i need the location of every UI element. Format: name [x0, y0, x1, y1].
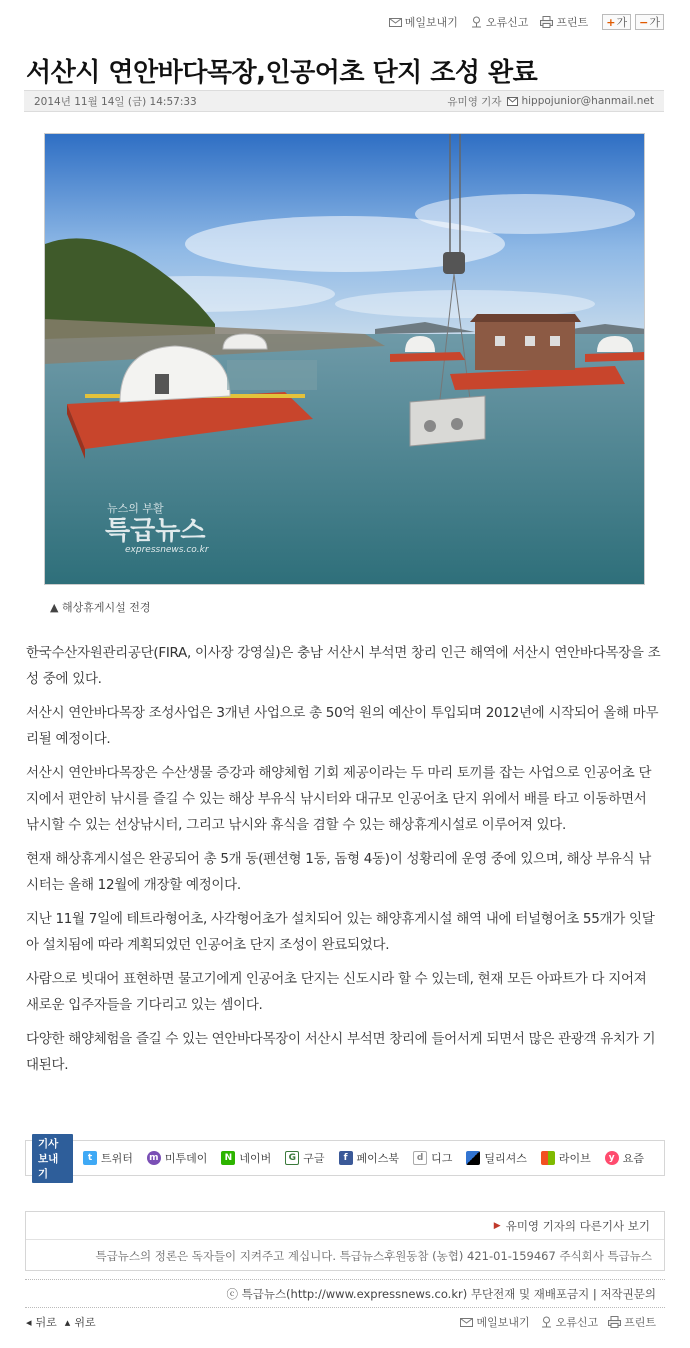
- print-icon: [608, 1316, 621, 1328]
- watermark-logo: 특급뉴스: [105, 516, 206, 546]
- back-label: 뒤로: [35, 1316, 57, 1329]
- other-articles-label: 유미영 기자의 다른기사 보기: [505, 1218, 650, 1233]
- font-smaller-label: 가: [649, 16, 660, 29]
- arrow-right-icon: ▶: [493, 1220, 501, 1231]
- article-paragraph: 서산시 연안바다목장 조성사업은 3개년 사업으로 총 50억 원의 예산이 투입되며 2012년에 시작되어 올해 마무리될 예정이다.: [26, 705, 659, 747]
- share-label: 기사 보내기: [32, 1134, 73, 1183]
- font-larger-label: 가: [616, 16, 628, 29]
- email-icon: [460, 1317, 473, 1328]
- article-meta: [24, 90, 664, 112]
- twitter-icon: t: [83, 1151, 97, 1165]
- share-item-label: 구글: [303, 1152, 325, 1165]
- share-digg[interactable]: [413, 1150, 452, 1166]
- reporter-email[interactable]: hippojunior@hanmail.net: [521, 95, 654, 107]
- share-item-label: 요즘: [622, 1152, 644, 1165]
- share-bar: [25, 1137, 665, 1180]
- live-icon: [541, 1151, 555, 1165]
- divider: [25, 1279, 665, 1280]
- bottom-tools: [450, 1314, 656, 1330]
- article-datetime: 2014년 11월 14일 (금) 14:57:33: [34, 95, 197, 108]
- email-label: 메일보내기: [476, 1316, 530, 1329]
- article-paragraph: 다양한 해양체험을 즐길 수 있는 연안바다목장이 서산시 부석면 창리에 들어서게 되면서 많은 관광객 유치가 기대된다.: [26, 1031, 656, 1073]
- digg-icon: d: [413, 1151, 427, 1165]
- article-paragraph: 사람으로 빗대어 표현하면 물고기에게 인공어초 단지는 신도시라 할 수 있는데, 현재 모든 아파트가 다 지어져 새로운 입주자들을 기다리고 있는 셈이다.: [26, 971, 647, 1013]
- plus-icon: +: [606, 15, 616, 29]
- yozm-icon: y: [605, 1151, 619, 1165]
- print-label: 프린트: [556, 16, 589, 29]
- article-paragraph: 지난 11월 7일에 테트라형어초, 사각형어초가 설치되어 있는 해양휴게시설 해역 내에 터널형어초 55개가 잇달아 설치됨에 따라 계획되었던 인공어초 단지 조성이 완료되었다.: [26, 911, 655, 953]
- article-title: 서산시 연안바다목장,인공어초 단지 조성 완료: [26, 58, 538, 88]
- divider: [25, 1307, 665, 1308]
- me2day-icon: m: [147, 1151, 161, 1165]
- article-body: [26, 640, 662, 1086]
- arrow-up-icon: ▴: [64, 1316, 71, 1329]
- font-larger-button[interactable]: [602, 14, 631, 30]
- article-paragraph: 현재 해상휴게시설은 완공되어 총 5개 동(펜션형 1동, 돔형 4동)이 성황리에 운영 중에 있으며, 해상 부유식 낚시터는 올해 12월에 개장할 예정이다.: [26, 851, 652, 893]
- print-button-bottom[interactable]: [608, 1314, 656, 1330]
- share-item-label: 미투데이: [164, 1152, 208, 1165]
- print-label: 프린트: [624, 1316, 656, 1329]
- artificial-reef: [410, 396, 485, 446]
- arrow-left-icon: ◂: [26, 1316, 32, 1329]
- share-item-label: 라이브: [558, 1152, 591, 1165]
- article-paragraph: 서산시 연안바다목장은 수산생물 증강과 해양체험 기회 제공이라는 두 마리 토끼를 잡는 사업으로 인공어초 단지에서 편안히 낚시를 즐길 수 있는 해상 부유식 낚시터와 대규모 인공어초 단지 위에서 배를 타고 이동하면서 낚시할 수 있는 선상낚시터, 그리고 낚시와 휴식을 겸할 수 있는 해상휴게시설로 이루어져 있다.: [26, 765, 652, 833]
- report-error-button-bottom[interactable]: [540, 1314, 599, 1330]
- article-paragraph: 한국수산자원관리공단(FIRA, 이사장 강영실)은 충남 서산시 부석면 창리 인근 해역에 서산시 연안바다목장을 조성 중에 있다.: [26, 645, 661, 687]
- google-icon: G: [285, 1151, 299, 1165]
- reporter-name: 유미영 기자: [447, 95, 502, 108]
- facebook-icon: f: [339, 1151, 353, 1165]
- minus-icon: −: [639, 15, 649, 29]
- report-icon: [470, 16, 483, 28]
- crane-hook: [443, 252, 465, 274]
- bottom-nav: [26, 1314, 104, 1330]
- font-smaller-button[interactable]: [635, 14, 664, 30]
- back-button[interactable]: [26, 1314, 61, 1330]
- naver-icon: N: [221, 1151, 235, 1165]
- email-button-bottom[interactable]: [460, 1314, 529, 1330]
- info-box: [25, 1211, 665, 1271]
- watermark-url: expressnews.co.kr: [125, 545, 209, 555]
- share-item-label: 페이스북: [356, 1152, 400, 1165]
- print-button[interactable]: [540, 14, 588, 30]
- photo-caption: ▲ 해상휴게시설 전경: [50, 601, 151, 614]
- share-item-label: 네이버: [239, 1152, 272, 1165]
- report-label: 오류신고: [555, 1316, 599, 1329]
- mail-icon: [507, 97, 518, 106]
- top-label: 위로: [74, 1316, 96, 1329]
- share-google[interactable]: [285, 1150, 324, 1166]
- share-twitter[interactable]: [83, 1150, 133, 1166]
- delicious-icon: [466, 1151, 480, 1165]
- share-item-label: 트위터: [100, 1152, 133, 1165]
- share-item-label: 디그: [431, 1152, 453, 1165]
- share-naver[interactable]: [221, 1150, 271, 1166]
- watermark-tagline: 뉴스의 부활: [107, 502, 164, 515]
- report-error-button[interactable]: [470, 14, 529, 30]
- top-button[interactable]: [65, 1314, 100, 1330]
- share-me2day[interactable]: [147, 1150, 208, 1166]
- report-icon: [540, 1316, 553, 1328]
- share-delicious[interactable]: [466, 1150, 527, 1166]
- share-facebook[interactable]: [339, 1150, 400, 1166]
- article-tools: [377, 14, 664, 30]
- share-item-label: 딜리셔스: [484, 1152, 527, 1165]
- email-label: 메일보내기: [404, 16, 458, 29]
- email-icon: [389, 17, 402, 28]
- support-notice: 특급뉴스의 정론은 독자들이 지켜주고 계십니다. 특급뉴스후원동참 (농협) 421-01-159467 주식회사 특급뉴스: [95, 1248, 652, 1263]
- print-icon: [540, 16, 553, 28]
- other-articles-link[interactable]: [26, 1212, 664, 1240]
- reporter-info: [447, 94, 654, 109]
- report-label: 오류신고: [485, 16, 529, 29]
- copyright-notice: ⓒ 특급뉴스(http://www.expressnews.co.kr) 무단전재 및 재배포금지 | 저작권문의: [226, 1287, 656, 1301]
- email-button[interactable]: [389, 14, 458, 30]
- share-live[interactable]: [541, 1150, 591, 1166]
- article-photo: [44, 133, 645, 585]
- share-yozm[interactable]: [605, 1150, 644, 1166]
